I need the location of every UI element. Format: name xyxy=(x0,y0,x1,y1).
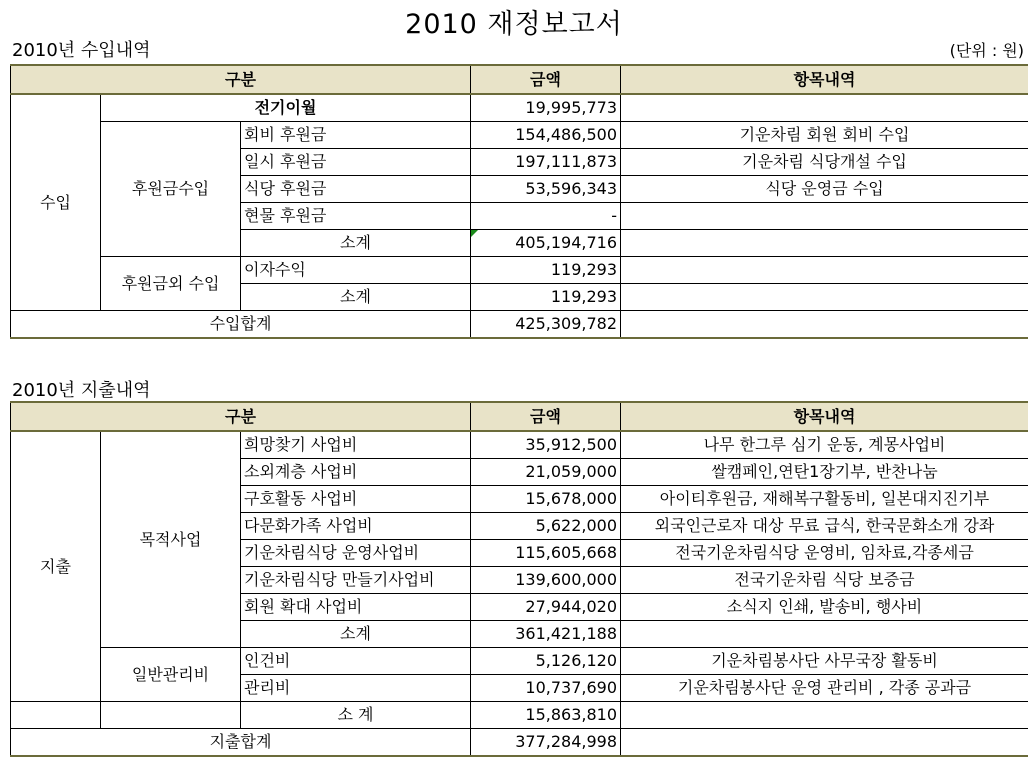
row-item: 식당 후원금 xyxy=(241,176,471,203)
expense-total-amount: 377,284,998 xyxy=(471,729,621,757)
row-detail xyxy=(621,203,1028,230)
row-item: 기운차림식당 만들기사업비 xyxy=(241,567,471,594)
row-amount: 115,605,668 xyxy=(471,540,621,567)
row-detail xyxy=(621,729,1028,757)
row-amount: 10,737,690 xyxy=(471,675,621,702)
expense-section-cell: 지출 xyxy=(11,431,101,702)
carryover-detail xyxy=(621,94,1028,122)
row-item: 현물 후원금 xyxy=(241,203,471,230)
row-detail xyxy=(621,311,1028,339)
income-total-amount: 425,309,782 xyxy=(471,311,621,339)
row-detail: 나무 한그루 심기 운동, 계몽사업비 xyxy=(621,431,1028,459)
row-amount: - xyxy=(471,203,621,230)
expense-section-label: 2010년 지출내역 xyxy=(12,380,151,401)
purpose-group-cell: 목적사업 xyxy=(101,431,241,648)
header-detail: 항목내역 xyxy=(621,402,1028,431)
report-title: 2010 재정보고서 xyxy=(405,9,623,40)
subtotal-label: 소계 xyxy=(241,230,471,257)
header-category: 구분 xyxy=(11,65,471,94)
row-detail: 쌀캠페인,연탄1장기부, 반찬나눔 xyxy=(621,459,1028,486)
income-total-label: 수입합계 xyxy=(11,311,471,339)
income-section-label: 2010년 수입내역 xyxy=(12,40,151,61)
row-amount: 27,944,020 xyxy=(471,594,621,621)
header-category: 구분 xyxy=(11,402,471,431)
row-amount: 5,126,120 xyxy=(471,648,621,675)
row-detail: 기운차림 식당개설 수입 xyxy=(621,149,1028,176)
subtotal-amount: 15,863,810 xyxy=(471,702,621,729)
row-amount: 15,678,000 xyxy=(471,486,621,513)
table-row xyxy=(11,257,1028,284)
total-row xyxy=(11,729,1028,757)
income-table xyxy=(10,64,1028,339)
row-detail xyxy=(621,284,1028,311)
row-item: 인건비 xyxy=(241,648,471,675)
row-amount: 5,622,000 xyxy=(471,513,621,540)
expense-header-row xyxy=(11,402,1028,431)
header-amount: 금액 xyxy=(471,402,621,431)
row-detail: 전국기운차림 식당 보증금 xyxy=(621,567,1028,594)
carryover-label: 전기이월 xyxy=(101,94,471,122)
row-detail: 식당 운영금 수입 xyxy=(621,176,1028,203)
subtotal-amount: 361,421,188 xyxy=(471,621,621,648)
row-amount: 53,596,343 xyxy=(471,176,621,203)
row-detail xyxy=(621,257,1028,284)
subtotal-amount: 119,293 xyxy=(471,284,621,311)
table-row xyxy=(11,648,1028,675)
row-amount: 35,912,500 xyxy=(471,431,621,459)
row-detail: 기운차림봉사단 운영 관리비 , 각종 공과금 xyxy=(621,675,1028,702)
row-detail: 기운차림 회원 회비 수입 xyxy=(621,122,1028,149)
row-item: 소외계층 사업비 xyxy=(241,459,471,486)
subtotal-label: 소계 xyxy=(241,621,471,648)
row-detail xyxy=(621,702,1028,729)
subtotal-label: 소계 xyxy=(241,284,471,311)
row-item: 관리비 xyxy=(241,675,471,702)
total-row xyxy=(11,311,1028,339)
row-item: 이자수익 xyxy=(241,257,471,284)
row-item: 회비 후원금 xyxy=(241,122,471,149)
table-row xyxy=(11,122,1028,149)
income-section-cell: 수입 xyxy=(11,94,101,311)
carryover-amount: 19,995,773 xyxy=(471,94,621,122)
row-detail xyxy=(621,621,1028,648)
unit-label: (단위 : 원) xyxy=(949,41,1024,60)
empty-cell xyxy=(11,702,101,729)
donation-group-cell: 후원금수입 xyxy=(101,122,241,257)
header-amount: 금액 xyxy=(471,65,621,94)
row-amount: 21,059,000 xyxy=(471,459,621,486)
header-detail: 항목내역 xyxy=(621,65,1028,94)
row-amount: 139,600,000 xyxy=(471,567,621,594)
other-group-cell: 후원금외 수입 xyxy=(101,257,241,311)
income-header-row xyxy=(11,65,1028,94)
row-detail: 소식지 인쇄, 발송비, 행사비 xyxy=(621,594,1028,621)
row-detail: 외국인근로자 대상 무료 급식, 한국문화소개 강좌 xyxy=(621,513,1028,540)
row-item: 일시 후원금 xyxy=(241,149,471,176)
row-item: 기운차림식당 운영사업비 xyxy=(241,540,471,567)
expense-total-label: 지출합계 xyxy=(11,729,471,757)
row-item: 다문화가족 사업비 xyxy=(241,513,471,540)
subtotal-amount: 405,194,716 xyxy=(471,230,621,257)
table-row xyxy=(11,702,1028,729)
empty-cell xyxy=(101,702,241,729)
row-amount: 154,486,500 xyxy=(471,122,621,149)
subtotal-label: 소 계 xyxy=(241,702,471,729)
row-detail: 아이티후원금, 재해복구활동비, 일본대지진기부 xyxy=(621,486,1028,513)
row-amount: 119,293 xyxy=(471,257,621,284)
admin-group-cell: 일반관리비 xyxy=(101,648,241,702)
row-amount: 197,111,873 xyxy=(471,149,621,176)
cell-comment-marker xyxy=(471,230,478,237)
table-row xyxy=(11,94,1028,122)
row-detail: 기운차림봉사단 사무국장 활동비 xyxy=(621,648,1028,675)
row-item: 회원 확대 사업비 xyxy=(241,594,471,621)
table-row xyxy=(11,431,1028,459)
row-item: 구호활동 사업비 xyxy=(241,486,471,513)
row-detail xyxy=(621,230,1028,257)
expense-table xyxy=(10,401,1028,757)
row-detail: 전국기운차림식당 운영비, 임차료,각종세금 xyxy=(621,540,1028,567)
row-item: 희망찾기 사업비 xyxy=(241,431,471,459)
